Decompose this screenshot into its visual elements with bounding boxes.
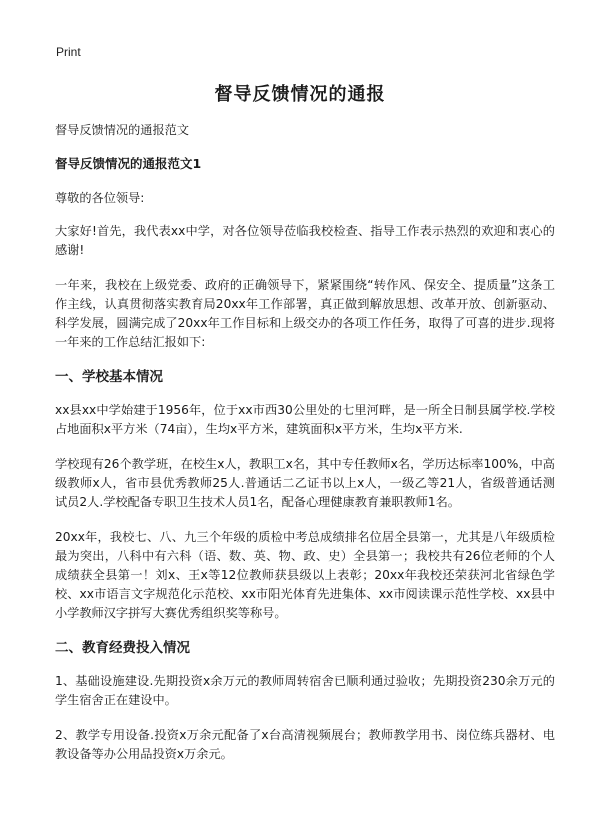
salutation: 尊敬的各位领导: (55, 191, 145, 205)
document-title: 督导反馈情况的通报 (214, 84, 386, 105)
section-heading-school-info: 一、学校基本情况 (55, 369, 163, 385)
article-heading: 督导反馈情况的通报范文1 (55, 156, 202, 171)
paragraph-school-history: xx县xx中学始建于1956年，位于xx市西30公里处的七里河畔，是一所全日制县属学校.学校占地面积x平方米（74亩），生均x平方米，建筑面积x平方米，生均x平方米. (55, 403, 555, 436)
print-link[interactable]: Print (56, 45, 81, 59)
section-heading-funding: 二、教育经费投入情况 (55, 640, 190, 656)
paragraph-infrastructure: 1、基础设施建设.先期投资x余万元的教师周转宿舍已顺利通过验收；先期投资230余万元的学生宿舍正在建设中。 (55, 674, 555, 707)
paragraph-welcome: 大家好!首先，我代表xx中学，对各位领导莅临我校检查、指导工作表示热烈的欢迎和衷心的感谢! (55, 224, 555, 257)
document-body (55, 121, 555, 780)
paragraph-school-staff: 学校现有26个教学班，在校生x人，教职工x名，其中专任教师x名，学历达标率100%，中高级教师x人，省市县优秀教师25人.普通话二乙证书以上x人，一级乙等21人，省级普通话测试员2人.学校配备专职卫生技术人员1名，配备心理健康教育兼职教师1名。 (55, 457, 555, 509)
paragraph-equipment: 2、教学专用设备.投资x万余元配备了x台高清视频展台；教师教学用书、岗位练兵器材、电教设备等办公用品投资x万余元。 (55, 728, 555, 761)
paragraph-school-achievements: 20xx年，我校七、八、九三个年级的质检中考总成绩排名位居全县第一，尤其是八年级质检最为突出，八科中有六科（语、数、英、物、政、史）全县第一；我校共有26位老师的个人成绩获全县第一！刘x、王x等12位教师获县级以上表彰；20xx年我校还荣获河北省绿色学校、xx市语言文字规范化示范校、xx市阳光体育先进集体、xx市阅读课示范性学校、xx县中小学教师汉字拼写大赛优秀组织奖等称号。 (55, 530, 555, 620)
document-subtitle: 督导反馈情况的通报范文 (55, 123, 190, 137)
paragraph-intro: 一年来，我校在上级党委、政府的正确领导下，紧紧围绕“转作风、保安全、提质量”这条工作主线，认真贯彻落实教育局20xx年工作部署，真正做到解放思想、改革开放、创新驱动、科学发展，圆满完成了20xx年工作目标和上级交办的各项工作任务，取得了可喜的进步.现将一年来的工作总结汇报如下: (55, 278, 555, 349)
